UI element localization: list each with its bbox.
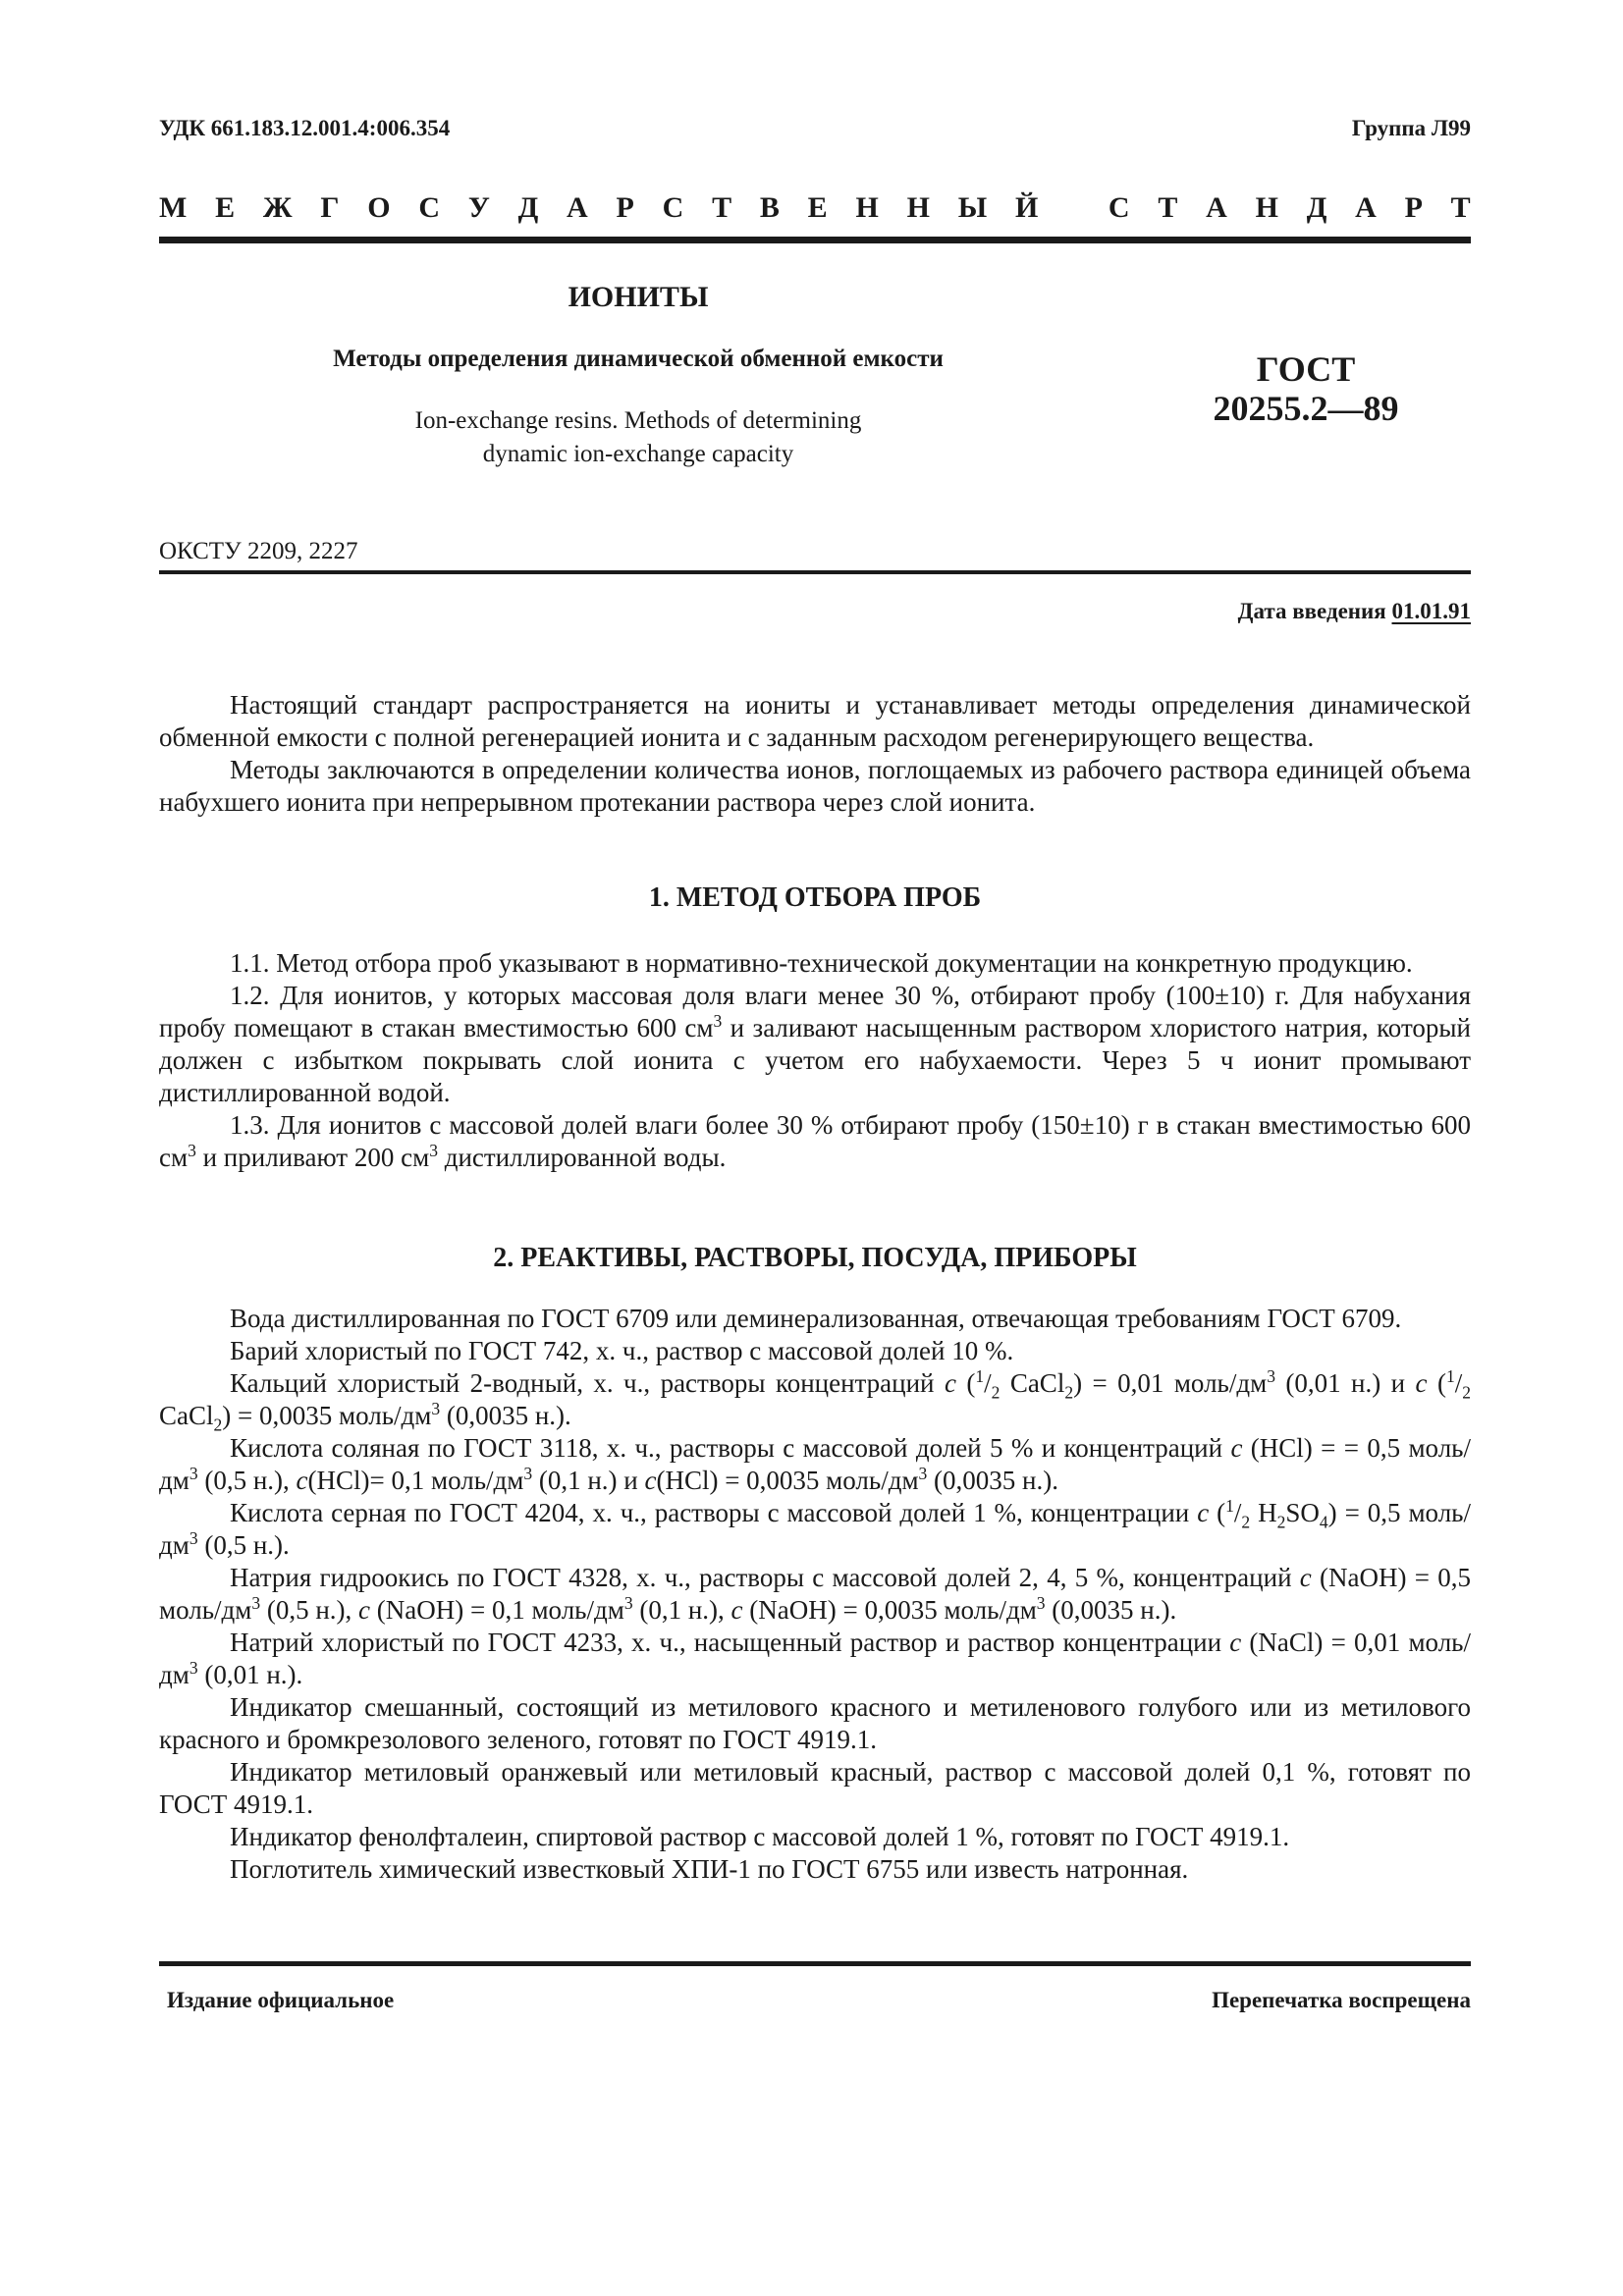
heading-letter: Т [1158,191,1178,224]
udk-code: УДК 661.183.12.001.4:006.354 [159,116,451,140]
heading-letter: Ы [957,191,988,224]
intro-text [159,689,1471,819]
heading-letter: Т [1450,191,1471,224]
heading-letter: Г [320,191,340,224]
heading-letter: Д [517,191,539,224]
heading-letter: Т [712,191,732,224]
reagent-naoh: Натрия гидроокись по ГОСТ 4328, х. ч., растворы с массовой долей 2, 4, 5 %, концентраций c (NaOH) = 0,5 моль/$дм^3$ (0,5 н.), c (NaOH) = 0,1 моль/$дм^3$ (0,1 н.), c (NaOH) = 0,0035 моль/$дм^3$ (0,0035 н.). [159,1563,1471,1625]
heading-letter: В [759,191,780,224]
reagent-absorber: Поглотитель химический известковый ХПИ-1 по ГОСТ 6755 или известь натронная. [230,1854,1189,1884]
reagent-calcium: Кальций хлористый 2-водный, х. ч., растворы концентраций c ($^1/_2$ CaCl$_2$) = 0,01 моль/$дм^3$ (0,01 н.) и c ($^1/_2$ CaCl$_2$) = 0,0035 моль/$дм^3$ (0,0035 н.). [159,1366,1471,1435]
doc-subtitle-en-2: dynamic ion-exchange capacity [482,441,794,467]
section-2-heading: 2. РЕАКТИВЫ, РАСТВОРЫ, ПОСУДА, ПРИБОРЫ [493,1243,1137,1273]
intro-date-label: Дата введения [1237,599,1386,623]
heading-letter: Н [906,191,930,224]
intro-date [1238,599,1471,624]
heading-letter: А [1206,191,1227,224]
section-1-text [159,947,1471,1174]
heading-letter: А [1355,191,1377,224]
heading-letter: Н [855,191,879,224]
okstu-code: ОКСТУ 2209, 2227 [159,538,358,564]
doc-subtitle-ru: Методы определения динамической обменной емкости [333,346,944,372]
doc-title: ИОНИТЫ [568,281,709,313]
gost-number: 20255.2—89 [1213,389,1399,428]
reagent-hcl: Кислота соляная по ГОСТ 3118, х. ч., растворы с массовой долей 5 % и концентраций c (HCl) = = 0,5 моль/$дм^3$ (0,5 н.), c(HCl)= 0,1 моль/$дм^3$ (0,1 н.) и c(HCl) = 0,0035 моль/$дм^3$ (0,0035 н.). [159,1433,1471,1495]
intro-paragraph-1: Настоящий стандарт распространяется на иониты и устанавливает методы определения динамической обменной емкости с полной регенерацией ионита и с заданным расходом регенерирующего вещества. [159,690,1471,752]
heading-letter: Р [1404,191,1423,224]
reagent-barium: Барий хлористый по ГОСТ 742, х. ч., раствор с массовой долей 10 %. [230,1336,1014,1365]
section-1-heading: 1. МЕТОД ОТБОРА ПРОБ [648,882,982,913]
clause-1-1: 1.1. Метод отбора проб указывают в нормативно-технической документации на конкретную продукцию. [230,948,1413,978]
heading-letter: Р [616,191,634,224]
okstu-rule [159,570,1471,574]
reagent-indicator-mixed: Индикатор смешанный, состоящий из метилового красного и метиленового голубого или из метилового красного и бромкрезолового зеленого, готовят по ГОСТ 4919.1. [159,1692,1471,1754]
clause-1-2: 1.2. Для ионитов, у которых массовая доля влаги менее 30 %, отбирают пробу (100±10) г. Для набухания пробу помещают в стакан вместимостью 600 $см^3$ и заливают насыщенным раствором хлористого натрия, который должен с избытком покрывать слой ионита с учетом его набухаемости. Через 5 ч ионит промывают дистиллированной водой. [159,981,1471,1107]
standard-type-heading [159,190,1471,226]
reagent-water: Вода дистиллированная по ГОСТ 6709 или деминерализованная, отвечающая требованиям ГОСТ 6709. [230,1304,1402,1333]
reagent-h2so4: Кислота серная по ГОСТ 4204, х. ч., растворы с массовой долей 1 %, концентрации c ($^1/_2$ $H_2SO_4) = 0,5$ моль/$дм^3$ (0,5 н.). [159,1496,1471,1560]
heading-letter: С [662,191,684,224]
heading-letter: М [159,191,188,224]
heading-letter: О [367,191,391,224]
heading-letter: Й [1014,191,1039,224]
gost-label: ГОСТ [1256,349,1356,389]
heading-letter: Д [1306,191,1327,224]
footer-rule-thick [159,1961,1471,1966]
footer-reprint-prohibited: Перепечатка воспрещена [1212,1988,1471,2012]
footer-official-edition: Издание официальное [167,1988,395,2012]
intro-date-value: 01.01.91 [1391,599,1471,623]
reagent-nacl: Натрий хлористый по ГОСТ 4233, х. ч., насыщенный раствор и раствор концентрации c (NaCl) = 0,01 моль/$дм^3$ (0,01 н.). [159,1628,1471,1689]
heading-letter: Е [215,191,236,224]
heading-letter: У [467,191,490,224]
heading-letter: Е [807,191,828,224]
section-2-text [159,1303,1471,1886]
intro-paragraph-2: Методы заключаются в определении количества ионов, поглощаемых из рабочего раствора единицей объема набухшего ионита при непрерывном протекании раствора через слой ионита. [159,755,1471,817]
header-rule-thick [159,237,1471,243]
group-code: Группа Л99 [1351,116,1471,140]
reagent-indicator-methyl: Индикатор метиловый оранжевый или метиловый красный, раствор с массовой долей 0,1 %, готовят по ГОСТ 4919.1. [159,1757,1471,1819]
heading-letter: Ж [262,191,293,224]
heading-letter: С [418,191,441,224]
heading-letter: Н [1255,191,1278,224]
heading-letter: С [1108,191,1130,224]
doc-subtitle-en-1: Ion-exchange resins. Methods of determining [414,407,862,434]
clause-1-3: 1.3. Для ионитов с массовой долей влаги более 30 % отбирают пробу (150±10) г в стакан вместимостью 600 $см^3$ и приливают 200 $см^3$ дистиллированной воды. [159,1110,1471,1172]
reagent-indicator-phenolphthalein: Индикатор фенолфталеин, спиртовой раствор с массовой долей 1 %, готовят по ГОСТ 4919.1. [230,1822,1290,1851]
heading-letter: А [567,191,588,224]
